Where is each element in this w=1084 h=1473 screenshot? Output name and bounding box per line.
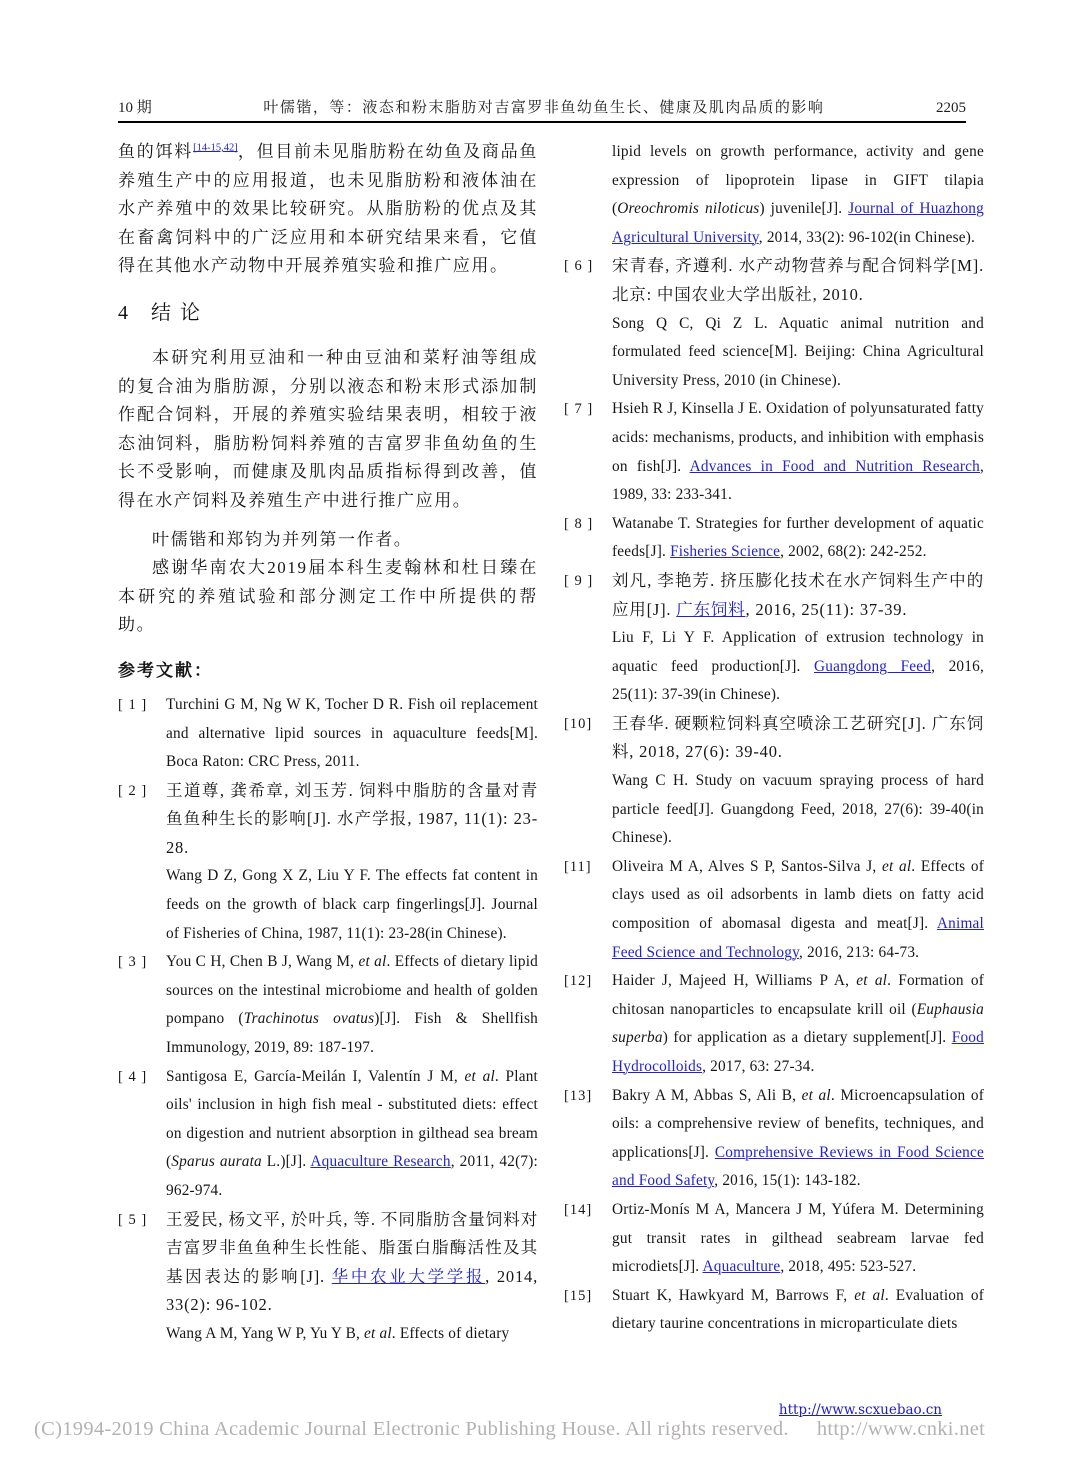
italic-text: et al <box>364 1324 392 1342</box>
reference-item <box>564 252 984 395</box>
text-run: . Plant oils' inclusion in high fish meal - substituted diets: effect on digestion and nutrient absorption in gilthead sea bream ( <box>166 1067 538 1171</box>
text-run: 王道尊, 龚希章, 刘玉芳. 饲料中脂肪的含量对青鱼鱼种生长的影响[J]. 水产学报, 1987, 11(1): 23-28. <box>166 780 538 857</box>
text-run: Stuart K, Hawkyard M, Barrows F, <box>612 1286 855 1304</box>
reference-text <box>612 967 984 1081</box>
reference-block <box>612 1082 984 1196</box>
text-run: Haider J, Majeed H, Williams P A, <box>612 972 857 990</box>
section-heading-conclusion: 4 结论 <box>118 301 209 324</box>
reference-item <box>564 138 984 252</box>
text-run: 王春华. 硬颗粒饲料真空喷涂工艺研究[J]. 广东饲料, 2018, 27(6): 39-40. <box>612 713 984 762</box>
scxuebao-link[interactable]: http://www.scxuebao.cn <box>778 1402 942 1418</box>
text-run: Liu F, Li Y F. Application of extrusion technology in aquatic feed production[J]. <box>612 629 984 675</box>
reference-block <box>166 691 538 777</box>
reference-item <box>564 1196 984 1282</box>
reference-text <box>612 567 984 710</box>
text-run: . Effects of dietary lipid sources on the intestinal microbiome and health of golden pompano ( <box>166 953 538 1028</box>
text-run: Watanabe T. Strategies for further development of aquatic feeds[J]. <box>612 514 984 561</box>
journal-link[interactable]: Journal of Huazhong Agricultural University <box>612 200 985 246</box>
text-run: 宋青春, 齐遵利. 水产动物营养与配合饲料学[M]. 北京: 中国农业大学出版社, 2010. <box>612 256 984 304</box>
reference-item <box>564 1082 984 1196</box>
text-run: Hsieh R J, Kinsella J E. Oxidation of polyunsaturated fatty acids: mechanisms, products, and inhibition with emphasis on fish[J]. <box>612 400 984 475</box>
reference-text <box>166 691 538 777</box>
text-run: , 2016, 25(11): 37-39. <box>745 599 908 619</box>
reference-block <box>612 138 984 252</box>
reference-text <box>612 510 984 567</box>
italic-text: et al <box>856 972 888 990</box>
text-run: , 2002, 68(2): 242-252. <box>780 543 927 561</box>
reference-block <box>166 862 538 948</box>
reference-item <box>118 691 538 777</box>
text-run: Turchini G M, Ng W K, Tocher D R. Fish oil replacement and alternative lipid sources in aquaculture feeds[M]. Boca Raton: CRC Press, 2011. <box>166 695 538 771</box>
reference-block <box>166 1320 538 1349</box>
reference-label: [15] <box>564 1287 593 1304</box>
text-run: You C H, Chen B J, Wang M, <box>166 953 359 971</box>
reference-text <box>612 1082 984 1196</box>
reference-block <box>166 1063 538 1206</box>
reference-text <box>612 252 984 395</box>
text-run: , 2014, 33(2): 96-102. <box>166 1266 538 1315</box>
reference-text <box>612 1282 984 1339</box>
reference-label: [ 8 ] <box>564 515 594 532</box>
text-run: . Effects of clays used as oil adsorbents in lamb diets on fatty acid composition of abomasal digesta and meat[J]. <box>612 857 985 933</box>
italic-text: Trachinotus ovatus <box>243 1010 375 1028</box>
intro-paragraph <box>118 138 538 281</box>
text-run: ，但目前未见脂肪粉在幼鱼及商品鱼养殖生产中的应用报道，也未见脂肪粉和液体油在水产养殖中的效果比较研究。从脂肪粉的优点及其在畜禽饲料中的广泛应用和本研究结果来看，它值得在其他水产动物中开展养殖实验和推广应用。 <box>118 142 538 276</box>
reference-block <box>166 1206 538 1320</box>
reference-item <box>118 1063 538 1206</box>
text-run: , 2016, 25(11): 37-39(in Chinese). <box>612 657 984 704</box>
reference-label: [ 2 ] <box>118 782 148 799</box>
right-column <box>564 138 984 1339</box>
references-list-right <box>564 138 984 1339</box>
reference-item <box>564 710 984 853</box>
reference-text <box>166 948 538 1062</box>
reference-block <box>612 395 984 509</box>
journal-link[interactable]: Guangdong Feed <box>813 657 932 675</box>
journal-link[interactable]: Comprehensive Reviews in Food Science and Food Safety <box>612 1143 984 1190</box>
reference-label: [ 5 ] <box>118 1211 148 1228</box>
reference-block <box>612 567 984 624</box>
text-run: Oliveira M A, Alves S P, Santos-Silva J, <box>612 857 882 875</box>
reference-block <box>166 948 538 1062</box>
reference-label: [ 4 ] <box>118 1068 148 1085</box>
reference-text <box>166 777 538 949</box>
reference-block <box>612 710 984 767</box>
issue-label: 10 期 <box>118 100 152 116</box>
text-run: , 2016, 15(1): 143-182. <box>714 1172 861 1190</box>
text-run: Ortiz-Monís M A, Mancera J M, Yúfera M. Determining gut transit rates in gilthead seabream larvae fed microdiets[J]. <box>612 1200 984 1276</box>
text-run: . Effects of dietary <box>391 1324 510 1342</box>
reference-block <box>612 1196 984 1282</box>
text-run: ) juvenile[J]. <box>759 200 849 218</box>
reference-text <box>612 395 984 509</box>
text-run: . Formation of chitosan nanoparticles to encapsulate krill oil ( <box>612 972 984 1018</box>
references-heading: 参考文献： <box>118 660 213 680</box>
text-run: Song Q C, Qi Z L. Aquatic animal nutrition and formulated feed science[M]. Beijing: China Agricultural University Press, 2010 (in Chinese). <box>612 314 984 389</box>
italic-text: et al <box>358 953 387 971</box>
reference-label: [ 6 ] <box>564 258 594 275</box>
journal-link[interactable]: Aquaculture Research <box>310 1153 451 1171</box>
left-column <box>118 138 538 1349</box>
text-run: , 2014, 33(2): 96-102(in Chinese). <box>758 228 976 246</box>
reference-block <box>612 252 984 309</box>
journal-link[interactable]: Advances in Food and Nutrition Research <box>689 457 980 475</box>
reference-item <box>564 853 984 967</box>
reference-block <box>612 853 984 967</box>
reference-label: [13] <box>564 1087 593 1104</box>
reference-block <box>612 624 984 710</box>
reference-label: [ 1 ] <box>118 696 148 713</box>
reference-label: [14] <box>564 1201 593 1218</box>
copyright-text: (C)1994-2019 China Academic Journal Electronic Publishing House. All rights reserved. <box>34 1418 789 1440</box>
text-run: lipid levels on growth performance, activity and gene expression of lipoprotein lipase in GIFT tilapia ( <box>612 143 984 218</box>
reference-label: [ 3 ] <box>118 954 148 971</box>
italic-text: Oreochromis niloticus <box>617 200 760 218</box>
acknowledgement-note: 感谢华南农大2019届本科生麦翰林和杜日臻在本研究的养殖试验和部分测定工作中所提供的帮助。 <box>118 558 538 635</box>
italic-text: et al <box>801 1086 831 1104</box>
reference-block <box>612 1282 984 1339</box>
reference-text <box>612 710 984 853</box>
reference-label: [10] <box>564 715 593 732</box>
reference-block <box>612 310 984 396</box>
text-run: )[J]. Fish & Shellfish Immunology, 2019, 89: 187-197. <box>166 1010 538 1057</box>
reference-label: [12] <box>564 973 593 990</box>
references-list-left <box>118 691 538 1349</box>
reference-block <box>612 767 984 853</box>
text-run: ) for application as a dietary supplement[J]. <box>662 1029 952 1047</box>
text-run: , 2011, 42(7): 962-974. <box>166 1153 538 1199</box>
text-run: Wang D Z, Gong X Z, Liu Y F. The effects fat content in feeds on the growth of black carp fingerlings[J]. Journal of Fisheries of China, 1987, 11(1): 23-28(in Chinese). <box>166 867 538 942</box>
journal-link[interactable]: 华中农业大学学报 <box>331 1266 486 1286</box>
text-run: Santigosa E, García-Meilán I, Valentín J M, <box>166 1067 465 1085</box>
reference-item <box>564 967 984 1081</box>
reference-text <box>612 1196 984 1282</box>
text-run: 王爱民, 杨文平, 於叶兵, 等. 不同脂肪含量饲料对吉富罗非鱼鱼种生长性能、脂蛋白脂酶活性及其基因表达的影响[J]. <box>166 1209 538 1286</box>
conclusion-paragraph: 本研究利用豆油和一种由豆油和菜籽油等组成的复合油为脂肪源，分别以液态和粉末形式添加制作配合饲料，开展的养殖实验结果表明，相较于液态油饲料，脂肪粉饲料养殖的吉富罗非鱼幼鱼的生长不受影响，而健康及肌肉品质指标得到改善，值得在水产饲料及养殖生产中进行推广应用。 <box>118 347 538 510</box>
reference-block <box>612 967 984 1081</box>
reference-label: [ 9 ] <box>564 572 594 589</box>
reference-label: [11] <box>564 858 592 875</box>
text-run: , 2016, 213: 64-73. <box>798 943 920 961</box>
text-run: , 2018, 495: 523-527. <box>780 1258 917 1276</box>
reference-text <box>612 853 984 967</box>
journal-link[interactable]: 广东饲料 <box>676 599 746 619</box>
text-run: . Microencapsulation of oils: a comprehensive review of benefits, techniques, and applications[J]. <box>612 1086 985 1161</box>
reference-block <box>612 510 984 567</box>
reference-item <box>564 567 984 710</box>
text-run: L.)[J]. <box>261 1153 311 1171</box>
text-run: Wang C H. Study on vacuum spraying process of hard particle feed[J]. Guangdong Feed, 2018, 27(6): 39-40(in Chinese). <box>612 772 984 847</box>
italic-text: et al <box>854 1286 885 1304</box>
reference-item <box>564 395 984 509</box>
italic-text: Euphausia superba <box>612 1000 984 1047</box>
text-run: Bakry A M, Abbas S, Ali B, <box>612 1086 802 1104</box>
author-note: 叶儒锴和郑钧为并列第一作者。 <box>152 529 413 549</box>
journal-link[interactable]: Fisheries Science <box>670 543 781 561</box>
citation-superscript[interactable]: [14-15,42] <box>193 142 238 154</box>
journal-link[interactable]: Animal Feed Science and Technology <box>612 915 984 961</box>
reference-text <box>166 1063 538 1206</box>
copyright-footer <box>34 1418 986 1441</box>
reference-item <box>564 1282 984 1339</box>
reference-item <box>564 510 984 567</box>
text-run: , 1989, 33: 233-341. <box>612 457 984 504</box>
text-run: 鱼的饵料 <box>118 142 194 161</box>
text-run: . Evaluation of dietary taurine concentrations in microparticulate diets <box>612 1286 985 1333</box>
reference-label: [ 7 ] <box>564 401 594 418</box>
italic-text: et al <box>881 857 912 875</box>
text-run: , 2017, 63: 27-34. <box>702 1058 815 1075</box>
text-run: 刘凡, 李艳芳. 挤压膨化技术在水产饲料生产中的应用[J]. <box>612 570 984 619</box>
cnki-link[interactable]: http://www.cnki.net <box>816 1418 986 1440</box>
page-number: 2205 <box>936 100 966 116</box>
page-header <box>118 96 966 117</box>
running-title: 叶儒锴，等：液态和粉末脂肪对吉富罗非鱼幼鱼生长、健康及肌肉品质的影响 <box>263 100 825 116</box>
text-run: Wang A M, Yang W P, Yu Y B, <box>166 1324 365 1342</box>
reference-item <box>118 777 538 949</box>
header-divider <box>118 121 966 123</box>
reference-item <box>118 948 538 1062</box>
italic-text: et al <box>464 1067 495 1085</box>
reference-text <box>612 138 984 252</box>
journal-link[interactable]: Aquaculture <box>702 1258 781 1276</box>
italic-text: Sparus aurata <box>171 1153 262 1171</box>
reference-block <box>166 777 538 863</box>
reference-text <box>166 1206 538 1349</box>
journal-link[interactable]: Food Hydrocolloids <box>612 1029 984 1075</box>
reference-item <box>118 1206 538 1349</box>
